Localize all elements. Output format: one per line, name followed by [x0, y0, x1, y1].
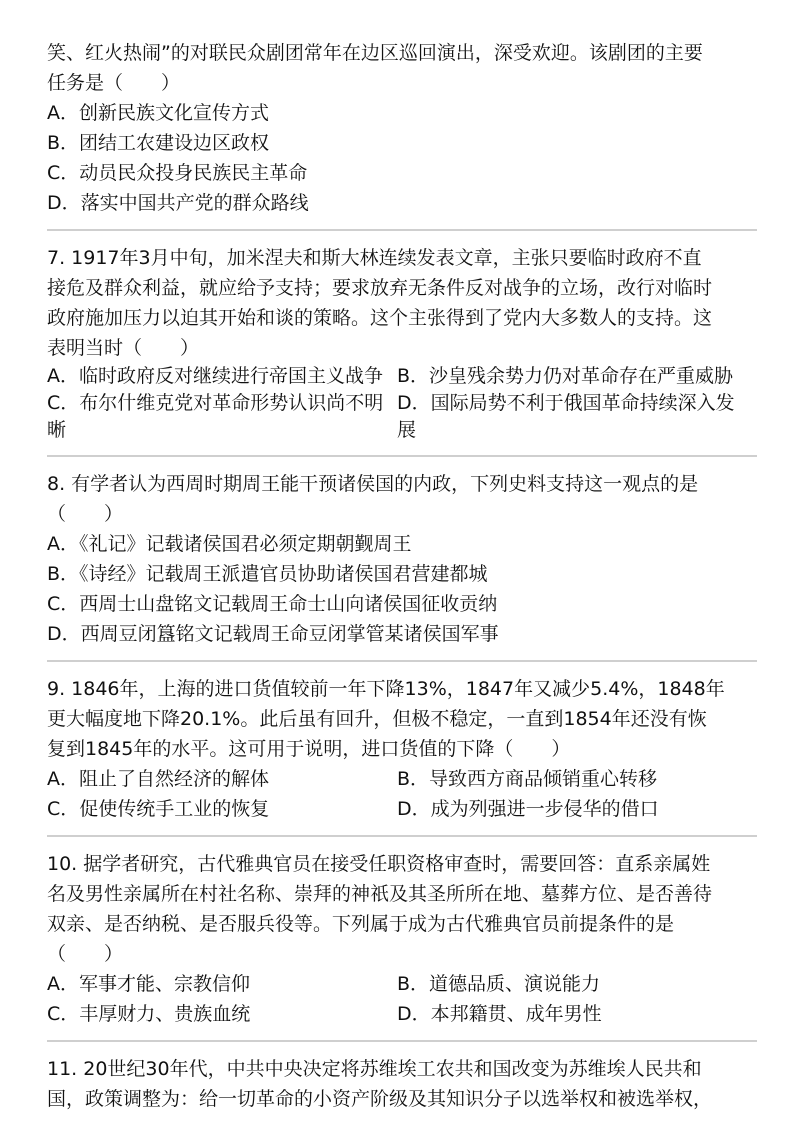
option-a: A．创新民族文化宣传方式 — [47, 102, 269, 124]
option-d: D．本邦籍贯、成年男性 — [397, 1003, 602, 1025]
option-a: A．阻止了自然经济的解体 — [47, 768, 269, 790]
question-11 — [47, 1048, 757, 1120]
option-a: A．临时政府反对继续进行帝国主义战争 — [47, 365, 383, 387]
question-7 — [47, 237, 757, 450]
option-b: B．沙皇残余势力仍对革命存在严重威胁 — [397, 365, 734, 387]
option-d: D．国际局势不利于俄国革命持续深入发展 — [397, 392, 735, 441]
question-stem-line: 复到1845年的水平。这可用于说明，进口货值的下降（ ） — [47, 738, 571, 760]
question-stem-line: 9. 1846年，上海的进口货值较前一年下降13%，1847年又减少5.4%，1848年 — [47, 678, 725, 700]
question-stem-line: （ ） — [47, 503, 124, 525]
option-c: C．促使传统手工业的恢复 — [47, 798, 270, 820]
option-d: D．西周豆闭簋铭文记载周王命豆闭掌管某诸侯国军事 — [47, 623, 499, 645]
question-stem-line: 更大幅度地下降20.1%。此后虽有回升，但极不稳定，一直到1854年还没有恢 — [47, 708, 707, 730]
option-d: D．落实中国共产党的群众路线 — [47, 192, 309, 214]
options-grid — [47, 969, 757, 1029]
question-stem-line: 10. 据学者研究，古代雅典官员在接受任职资格审查时，需要回答：直系亲属姓 — [47, 853, 711, 875]
question-divider — [47, 455, 757, 457]
option-c: C．丰厚财力、贵族血统 — [47, 1003, 251, 1025]
option-b: B．道德品质、演说能力 — [397, 973, 601, 995]
option-b: B．导致西方商品倾销重心转移 — [397, 768, 658, 790]
question-stem-line: 名及男性亲属所在村社名称、崇拜的神祇及其圣所所在地、墓葬方位、是否善待 — [47, 883, 713, 905]
question-stem-line: 任务是（ ） — [47, 72, 181, 94]
option-b: B．团结工农建设边区政权 — [47, 132, 270, 154]
question-divider — [47, 660, 757, 662]
question-stem-line: 7. 1917年3月中旬，加米涅夫和斯大林连续发表文章，主张只要临时政府不直 — [47, 247, 702, 269]
option-b: B．《诗经》记载周王派遣官员协助诸侯国君营建都城 — [47, 563, 488, 585]
options-grid — [47, 764, 757, 824]
question-stem-line: （ ） — [47, 943, 124, 965]
question-stem-line: 双亲、是否纳税、是否服兵役等。下列属于成为古代雅典官员前提条件的是 — [47, 913, 675, 935]
question-stem-line: 8. 有学者认为西周时期周王能干预诸侯国的内政，下列史料支持这一观点的是 — [47, 473, 699, 495]
question-stem-line: 政府施加压力以迫其开始和谈的策略。这个主张得到了党内大多数人的支持。这 — [47, 307, 713, 329]
question-stem-line: 笑、红火热闹”的对联民众剧团常年在边区巡回演出，深受欢迎。该剧团的主要 — [47, 42, 703, 64]
option-c: C．西周士山盘铭文记载周王命士山向诸侯国征收贡纳 — [47, 593, 498, 615]
question-stem-line: 国，政策调整为：给一切革命的小资产阶级及其知识分子以选举权和被选举权， — [47, 1088, 713, 1110]
option-c: C．布尔什维克党对革命形势认识尚不明晰 — [47, 392, 384, 441]
question-divider — [47, 229, 757, 231]
question-stem-line: 表明当时（ ） — [47, 337, 200, 359]
question-6 — [47, 38, 757, 224]
option-d: D．成为列强进一步侵华的借口 — [397, 798, 659, 820]
option-c: C．动员民众投身民族民主革命 — [47, 162, 308, 184]
question-divider — [47, 835, 757, 837]
question-stem-line: 接危及群众利益，就应给予支持；要求放弃无条件反对战争的立场，改行对临时 — [47, 277, 713, 299]
option-a: A．《礼记》记载诸侯国君必须定期朝觐周王 — [47, 533, 412, 555]
option-a: A．军事才能、宗教信仰 — [47, 973, 250, 995]
question-divider — [47, 1040, 757, 1042]
question-10 — [47, 843, 757, 1035]
exam-page — [47, 38, 757, 1120]
question-stem-line: 11. 20世纪30年代，中共中央决定将苏维埃工农共和国改变为苏维埃人民共和 — [47, 1058, 702, 1080]
question-9 — [47, 668, 757, 830]
question-8 — [47, 463, 757, 655]
options-grid — [47, 363, 757, 444]
